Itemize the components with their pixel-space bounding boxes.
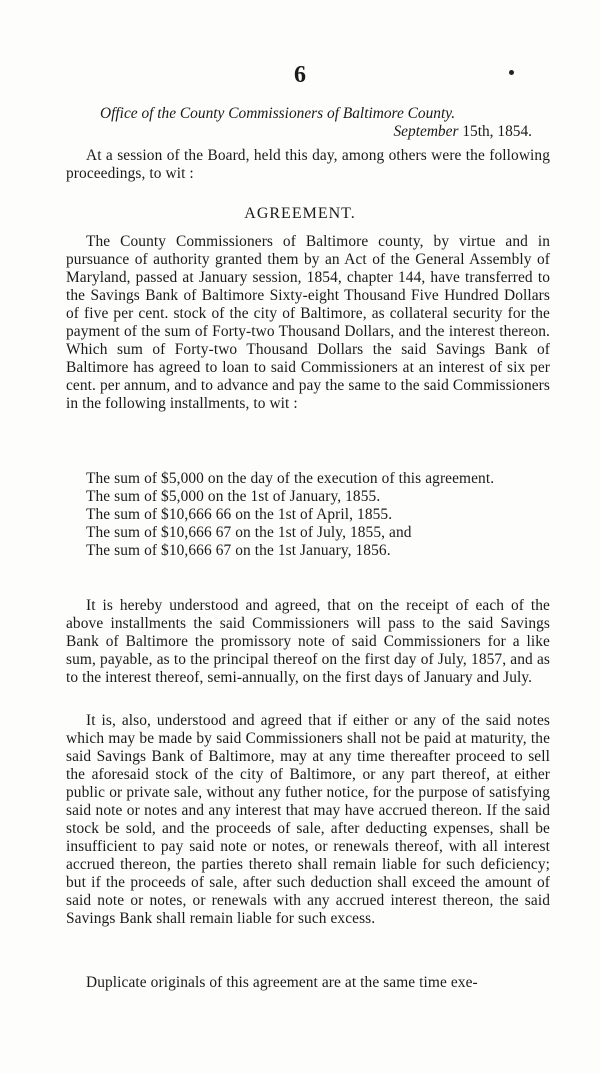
paragraph-4: Duplicate originals of this agreement are at the same time exe- bbox=[86, 974, 478, 991]
installment-item: The sum of $10,666 67 on the 1st January, 1856. bbox=[86, 542, 391, 559]
installment-item: The sum of $10,666 66 on the 1st of April, 1855. bbox=[86, 506, 393, 523]
office-header: Office of the County Commissioners of Baltimore County. bbox=[100, 105, 456, 122]
paragraph-2: It is hereby understood and agreed, that on the receipt of each of the above installments the said Commissioners will pass to the said Savings Bank of Baltimore the promissory note of said Commissioners for a like sum, payable, as to the principal thereof on the first day of July, 1857, and as to the interest thereof, semi-annually, on the first days of January and July. bbox=[66, 597, 550, 686]
page-number: 6 bbox=[294, 62, 306, 88]
body-block-4 bbox=[66, 974, 550, 992]
body-block-1 bbox=[66, 233, 550, 413]
body-block-3 bbox=[66, 712, 550, 928]
header-date-month: September bbox=[393, 123, 459, 140]
installment-item: The sum of $10,666 67 on the 1st of July, 1855, and bbox=[86, 524, 412, 541]
intro-paragraph: At a session of the Board, held this day, among others were the following proceedings, to wit : bbox=[66, 147, 550, 182]
agreement-heading: AGREEMENT. bbox=[244, 205, 356, 222]
installments-list bbox=[66, 470, 550, 560]
installment-item: The sum of $5,000 on the 1st of January, 1855. bbox=[86, 488, 381, 505]
ink-speck bbox=[509, 70, 514, 75]
paragraph-3: It is, also, understood and agreed that if either or any of the said notes which may be made by said Commissioners shall not be paid at maturity, the said Savings Bank of Baltimore, may at any time thereafter proceed to sell the aforesaid stock of the city of Baltimore, or any part thereof, at either public or private sale, without any futher notice, for the purpose of satisfying said note or notes and any interest that may have accrued thereon. If the said stock be sold, and the proceeds of sale, after deducting expenses, shall be insufficient to pay said note or notes, or renewals thereof, with all interest accrued thereon, the parties thereto shall remain liable for such deficiency; but if the proceeds of sale, after such deduction shall exceed the amount of said note or notes, or renewals with any accrued interest thereon, the said Savings Bank shall remain liable for such excess. bbox=[66, 712, 550, 927]
installment-item: The sum of $5,000 on the day of the execution of this agreement. bbox=[86, 470, 495, 487]
header-date-rest: 15th, 1854. bbox=[462, 123, 532, 140]
header-date bbox=[393, 123, 532, 141]
body-block-2 bbox=[66, 597, 550, 687]
intro-block bbox=[66, 147, 550, 183]
paragraph-1: The County Commissioners of Baltimore county, by virtue and in pursuance of authority granted them by an Act of the General Assembly of Maryland, passed at January session, 1854, chapter 144, have transferred to the Savings Bank of Baltimore Sixty-eight Thousand Five Hundred Dollars of five per cent. stock of the city of Baltimore, as collateral security for the payment of the sum of Forty-two Thousand Dollars, and the interest thereon. Which sum of Forty-two Thousand Dollars the said Savings Bank of Baltimore has agreed to loan to said Commissioners at an interest of six per cent. per annum, and to advance and pay the same to the said Commissioners in the following installments, to wit : bbox=[66, 233, 550, 412]
